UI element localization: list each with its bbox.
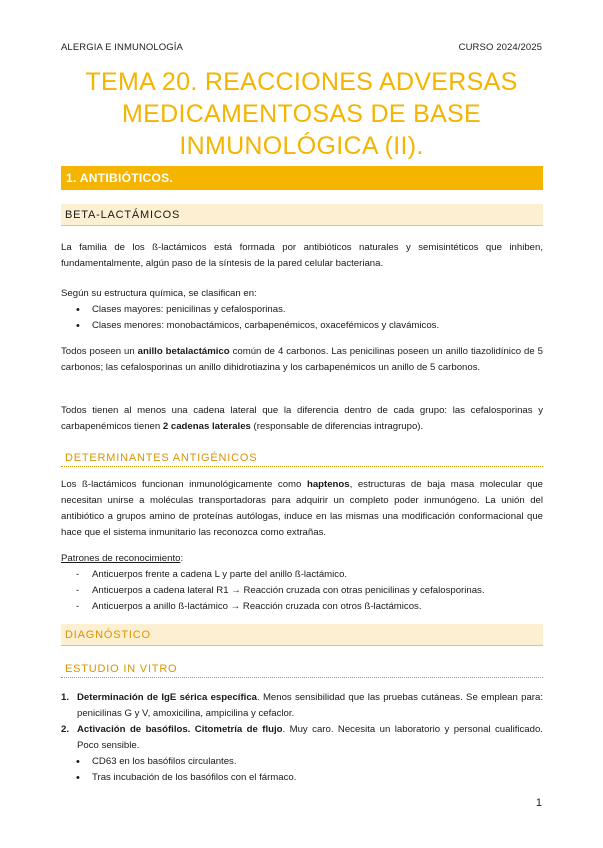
paragraph: Los ß-lactámicos funcionan inmunológicamente como haptenos, estructuras de baja masa molecular que necesitan unirse a moléculas transportadoras para adquirir un completo poder inmunógeno. La unión del antibiótico a grupos amino de proteínas autólogas, induce en las mismas una modificación conformacional que hace que el sistema inmunitario las reconozca como extrañas.: [61, 479, 543, 538]
list-item: - Anticuerpos frente a cadena L y parte del anillo ß-lactámico.: [61, 567, 543, 583]
bold-term: 2 cadenas laterales: [162, 421, 251, 432]
header-subject: ALERGIA E INMUNOLOGÍA: [61, 42, 183, 53]
header-course: CURSO 2024/2025: [458, 42, 542, 53]
paragraph: Según su estructura química, se clasifican en:: [61, 288, 257, 299]
subheading-diagnostico: DIAGNÓSTICO: [61, 624, 543, 646]
subheading-estudio-in-vitro: ESTUDIO IN VITRO: [61, 658, 543, 678]
page-title: [61, 66, 542, 162]
list-item: • CD63 en los basófilos circulantes.: [61, 754, 543, 770]
patterns-label: Patrones de reconocimiento:: [61, 553, 184, 564]
list-item: - Anticuerpos a anillo ß-lactámico → Reacción cruzada con otros ß-lactámicos.: [61, 599, 543, 615]
title-line: TEMA 20. REACCIONES ADVERSAS: [85, 68, 518, 96]
page-number: 1: [535, 797, 542, 809]
list-item: 1. Determinación de IgE sérica específica. Menos sensibilidad que las pruebas cutáneas. Se emplean para: penicilinas G y V, amoxicilina, ampicilina y cefaclor.: [61, 692, 543, 719]
bold-term: anillo betalactámico: [137, 346, 230, 357]
bold-term: Activación de basófilos. Citometría de flujo: [77, 724, 283, 735]
paragraph: Todos poseen un anillo betalactámico común de 4 carbonos. Las penicilinas poseen un anillo tiazolidínico de 5 carbonos; las cefalosporinas un anillo dihidrotiazina y los carbapenémicos un anillo de 5 carbonos.: [61, 346, 543, 373]
list-item: 2. Activación de basófilos. Citometría de flujo. Muy caro. Necesita un laboratorio y personal cualificado. Poco sensible.: [61, 724, 543, 751]
section-heading-antibioticos: 1. ANTIBIÓTICOS.: [61, 166, 543, 190]
bullet-list: [61, 754, 543, 786]
list-item: • Clases mayores: penicilinas y cefalosporinas.: [61, 302, 543, 318]
bold-term: Determinación de IgE sérica específica: [77, 692, 257, 703]
bullet-list: [61, 302, 543, 334]
subheading-determinantes: DETERMINANTES ANTIGÉNICOS: [61, 447, 543, 467]
title-line: MEDICAMENTOSAS DE BASE: [122, 100, 481, 128]
title-line: INMUNOLÓGICA (II).: [179, 132, 424, 160]
list-item: - Anticuerpos a cadena lateral R1 → Reacción cruzada con otras penicilinas y cefalosporinas.: [61, 583, 543, 599]
paragraph: Todos tienen al menos una cadena lateral que la diferencia dentro de cada grupo: las cefalosporinas y carbapenémicos tienen 2 cadenas laterales (responsable de diferencias intragrupo).: [61, 405, 543, 432]
list-item: • Tras incubación de los basófilos con el fármaco.: [61, 770, 543, 786]
numbered-list: [61, 690, 543, 754]
page-header: [61, 42, 542, 53]
list-item: • Clases menores: monobactámicos, carbapenémicos, oxacefémicos y clavámicos.: [61, 318, 543, 334]
bold-term: haptenos: [306, 479, 350, 490]
dash-list: [61, 567, 543, 615]
subheading-beta-lactamicos: BETA-LACTÁMICOS: [61, 204, 543, 226]
paragraph: La familia de los ß-lactámicos está formada por antibióticos naturales y semisintéticos que inhiben, fundamentalmente, algún paso de la síntesis de la pared celular bacteriana.: [61, 242, 543, 269]
